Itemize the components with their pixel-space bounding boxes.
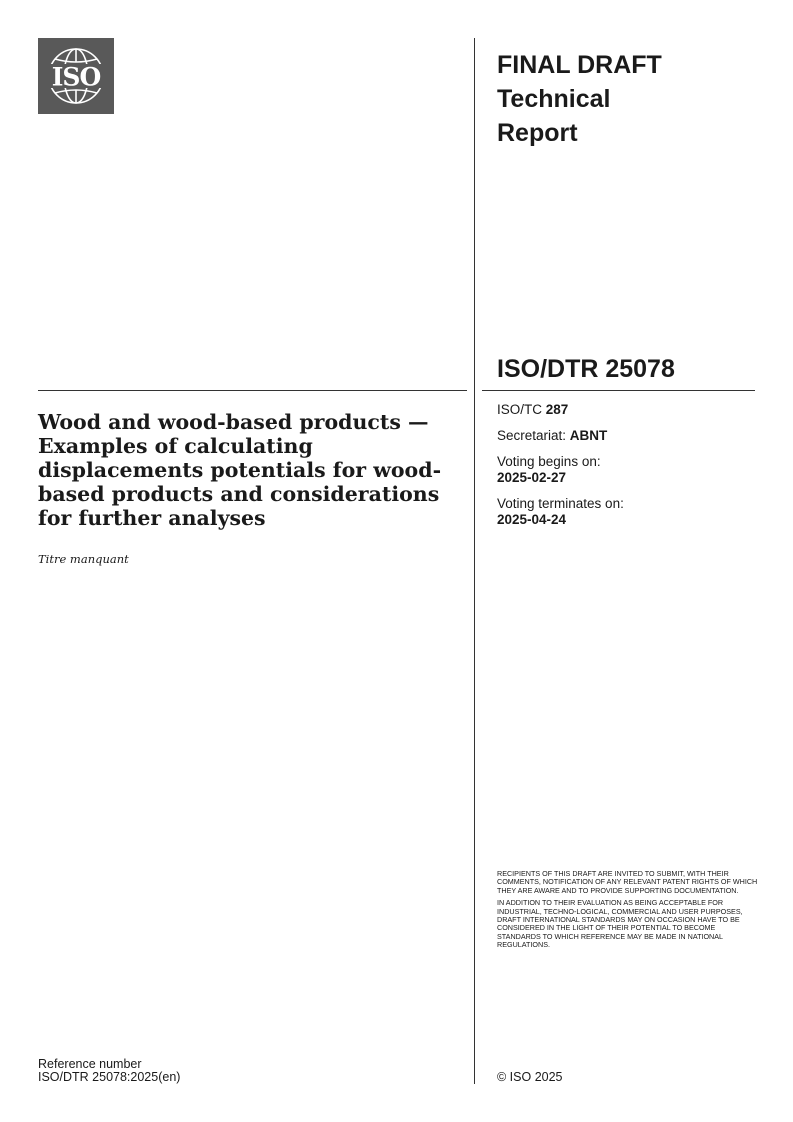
document-type: [497, 48, 662, 150]
reference-number-label: Reference number: [38, 1057, 142, 1071]
notice-paragraph-patents: RECIPIENTS OF THIS DRAFT ARE INVITED TO SUBMIT, WITH THEIR COMMENTS, NOTIFICATION OF ANY RELEVANT PATENT RIGHTS OF WHICH THEY ARE AWARE AND TO PROVIDE SUPPORTING DOCUMENTATION.: [497, 869, 758, 895]
secretariat-row: [497, 428, 757, 444]
title-divider-right: [482, 390, 755, 391]
committee-label: ISO/TC: [497, 402, 543, 417]
draft-notice: [497, 870, 759, 954]
secretariat-value: ABNT: [569, 428, 608, 443]
document-metadata: [497, 402, 757, 538]
secretariat-label: Secretariat:: [497, 428, 567, 443]
iso-logo-text: ISO: [51, 62, 101, 92]
notice-paragraph-evaluation: IN ADDITION TO THEIR EVALUATION AS BEING ACCEPTABLE FOR INDUSTRIAL, TECHNO-LOGICAL, COMMERCIAL AND USER PURPOSES, DRAFT INTERNATIONAL STANDARDS MAY ON OCCASION HAVE TO BE CONSIDERED IN THE LIGHT OF THEIR POTENTIAL TO BECOME STANDARDS TO WHICH REFERENCE MAY BE MADE IN NATIONAL REGULATIONS.: [497, 898, 743, 950]
reference-number-block: [38, 1058, 180, 1084]
copyright-notice: © ISO 2025: [497, 1070, 563, 1084]
document-subtitle-french: Titre manquant: [38, 552, 129, 566]
voting-terminates-label: Voting terminates on:: [497, 496, 624, 511]
voting-begins-label: Voting begins on:: [497, 454, 601, 469]
vertical-divider: [474, 38, 475, 1084]
document-kind: Technical Report: [497, 85, 611, 147]
committee-value: 287: [545, 402, 569, 417]
voting-terminates-value: 2025-04-24: [497, 512, 567, 527]
title-divider-left: [38, 390, 467, 391]
voting-begins-row: [497, 454, 757, 486]
voting-terminates-row: [497, 496, 757, 528]
voting-begins-value: 2025-02-27: [497, 470, 567, 485]
iso-logo: [38, 38, 114, 114]
draft-status: FINAL DRAFT: [497, 51, 662, 79]
document-title: Wood and wood-based products — Examples of calculating displacements potentials for wood-based products and considerations for further analyses: [38, 410, 442, 530]
committee-row: [497, 402, 757, 418]
reference-number-value: ISO/DTR 25078:2025(en): [38, 1070, 181, 1084]
document-number: ISO/DTR 25078: [497, 355, 675, 383]
